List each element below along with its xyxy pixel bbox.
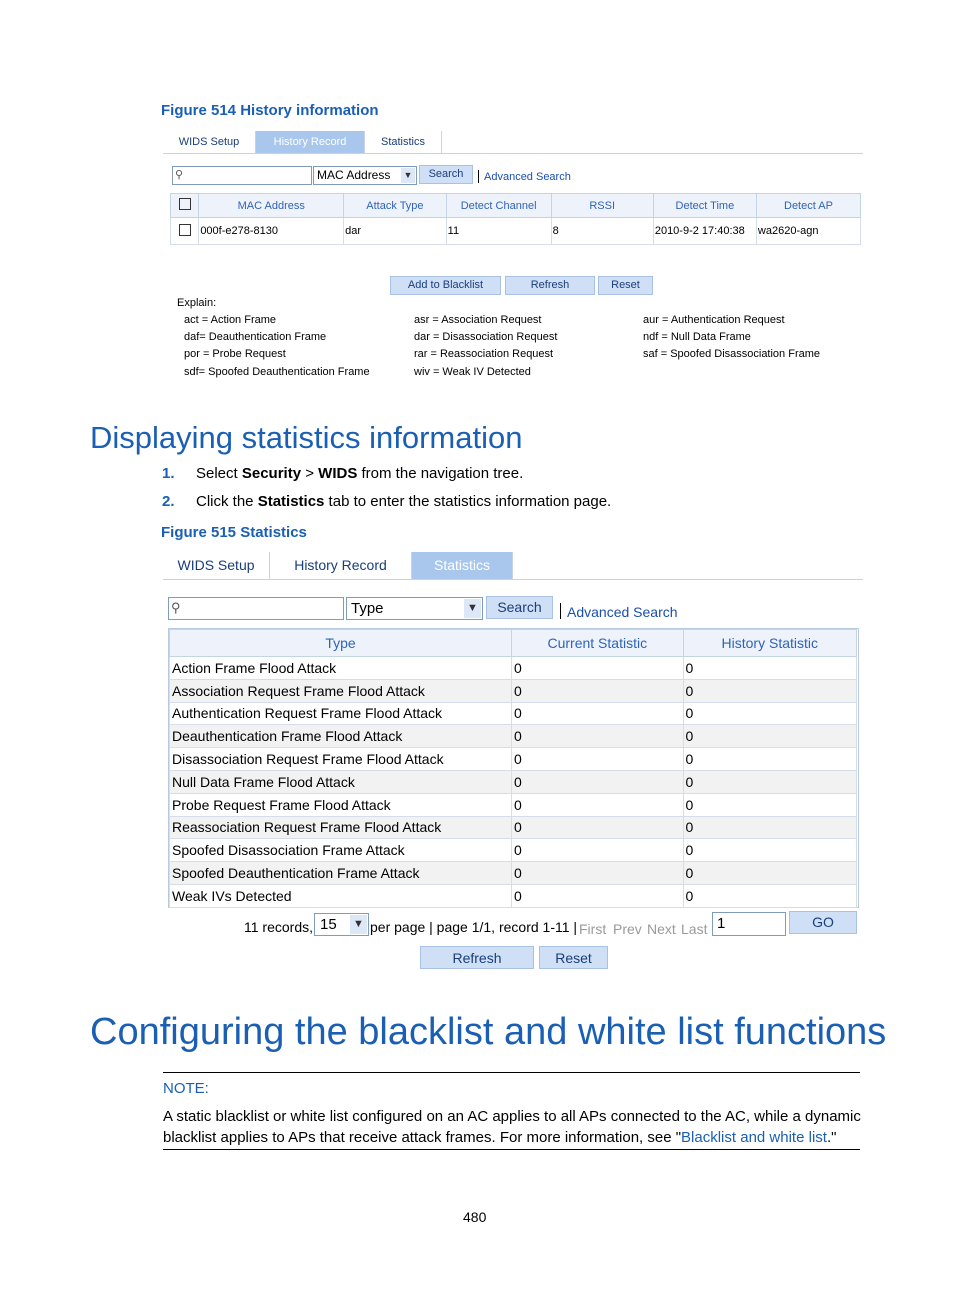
cell-current-statistic: 0	[512, 839, 683, 862]
cell-type: Association Request Frame Flood Attack	[170, 679, 512, 702]
table-row	[170, 862, 857, 885]
col-detect-ap[interactable]: Detect AP	[756, 194, 860, 218]
cell-type: Null Data Frame Flood Attack	[170, 770, 512, 793]
cell-history-statistic: 0	[683, 793, 856, 816]
note-line-2	[163, 1129, 836, 1146]
cell-history-statistic: 0	[683, 702, 856, 725]
fig515-reset-button[interactable]: Reset	[539, 946, 608, 969]
cell-type: Reassociation Request Frame Flood Attack	[170, 816, 512, 839]
table-row	[170, 748, 857, 771]
fig515-search-input[interactable]	[168, 597, 344, 620]
fig515-table-body	[170, 657, 857, 908]
blacklist-white-list-link[interactable]: Blacklist and white list	[681, 1129, 827, 1146]
cell-history-statistic: 0	[683, 748, 856, 771]
step-bold: Security	[241, 465, 302, 482]
explain-item: wiv = Weak IV Detected	[414, 366, 531, 378]
step-number: 1.	[162, 465, 175, 482]
cell-channel: 11	[446, 218, 551, 245]
fig514-search-input[interactable]	[172, 166, 312, 185]
step-bold: WIDS	[318, 465, 358, 482]
fig514-tab-history-record[interactable]: History Record	[256, 131, 365, 153]
cell-history-statistic: 0	[683, 839, 856, 862]
add-to-blacklist-button[interactable]: Add to Blacklist	[390, 276, 501, 295]
fig515-tab-history-record[interactable]: History Record	[270, 552, 412, 579]
cell-history-statistic: 0	[683, 884, 856, 907]
note-bottom-rule	[163, 1149, 860, 1150]
col-mac-address[interactable]: MAC Address	[199, 194, 344, 218]
note-label: NOTE:	[163, 1080, 209, 1097]
explain-item: dar = Disassociation Request	[414, 331, 558, 343]
divider	[560, 603, 561, 619]
explain-item: saf = Spoofed Disassociation Frame	[643, 348, 821, 360]
cell-rssi: 8	[551, 218, 653, 245]
col-history-statistic[interactable]: History Statistic	[683, 630, 856, 657]
cell-current-statistic: 0	[512, 679, 683, 702]
row-checkbox-cell	[171, 218, 199, 245]
page-info: per page | page 1/1, record 1-11 |	[370, 919, 578, 935]
fig514-tab-bar	[163, 131, 863, 154]
select-all-checkbox[interactable]	[179, 198, 191, 210]
select-all-checkbox-cell	[171, 194, 199, 218]
cell-current-statistic: 0	[512, 702, 683, 725]
step-2	[162, 493, 611, 510]
cell-type: Probe Request Frame Flood Attack	[170, 793, 512, 816]
step-number: 2.	[162, 493, 175, 510]
fig515-type-select[interactable]	[346, 597, 483, 620]
step-text: tab to enter the statistics information page.	[324, 493, 612, 510]
cell-current-statistic: 0	[512, 816, 683, 839]
fig515-statistics-table	[169, 629, 857, 908]
note-top-rule	[163, 1072, 860, 1073]
cell-current-statistic: 0	[512, 748, 683, 771]
fig515-tab-bar	[163, 552, 863, 580]
cell-mac: 000f-e278-8130	[199, 218, 344, 245]
explain-item: por = Probe Request	[184, 348, 286, 360]
explain-item: act = Action Frame	[184, 314, 277, 326]
chevron-down-icon[interactable]: ▼	[350, 915, 367, 934]
section-heading-blacklist: Configuring the blacklist and white list functions	[90, 1011, 887, 1053]
note-line-1: A static blacklist or white list configured on an AC applies to all APs connected to the AC, while a dynamic	[163, 1108, 861, 1125]
table-row	[170, 679, 857, 702]
chevron-down-icon[interactable]: ▼	[464, 599, 481, 618]
pager-first-link[interactable]: First	[579, 921, 607, 937]
cell-history-statistic: 0	[683, 679, 856, 702]
pager-last-link[interactable]: Last	[681, 921, 708, 937]
col-rssi[interactable]: RSSI	[551, 194, 653, 218]
note-text: blacklist applies to APs that receive attack frames. For more information, see "	[163, 1129, 682, 1146]
cell-detect-ap: wa2620-agn	[756, 218, 860, 245]
cell-type: Weak IVs Detected	[170, 884, 512, 907]
per-page-value: 15	[320, 916, 337, 933]
table-row	[170, 702, 857, 725]
chevron-down-icon[interactable]: ▼	[401, 168, 415, 183]
fig515-refresh-button[interactable]: Refresh	[420, 946, 534, 969]
fig514-refresh-button[interactable]: Refresh	[505, 276, 595, 295]
cell-type: Spoofed Disassociation Frame Attack	[170, 839, 512, 862]
cell-type: Authentication Request Frame Flood Attack	[170, 702, 512, 725]
cell-type: Spoofed Deauthentication Frame Attack	[170, 862, 512, 885]
step-text: from the navigation tree.	[357, 465, 524, 482]
explain-item: daf= Deauthentication Frame	[184, 331, 327, 343]
cell-type: Deauthentication Frame Flood Attack	[170, 725, 512, 748]
cell-history-statistic: 0	[683, 657, 856, 680]
step-text: >	[301, 465, 319, 482]
fig515-advanced-search-link[interactable]: Advanced Search	[567, 604, 678, 620]
fig515-search-button[interactable]: Search	[486, 596, 553, 619]
go-button[interactable]: GO	[789, 911, 857, 934]
cell-current-statistic: 0	[512, 770, 683, 793]
fig514-reset-button[interactable]: Reset	[598, 276, 653, 295]
table-row	[170, 884, 857, 907]
fig514-tab-statistics[interactable]: Statistics	[365, 131, 442, 153]
table-header-row	[171, 194, 861, 218]
figure-514-caption: Figure 514 History information	[161, 102, 379, 119]
fig514-tab-wids-setup[interactable]: WIDS Setup	[163, 131, 256, 153]
explain-title: Explain:	[177, 297, 217, 309]
figure-515-caption: Figure 515 Statistics	[161, 524, 307, 541]
step-text: Select	[196, 465, 242, 482]
page-number: 480	[463, 1209, 487, 1225]
col-attack-type[interactable]: Attack Type	[344, 194, 447, 218]
table-row	[170, 657, 857, 680]
fig514-history-table	[170, 193, 861, 245]
col-detect-time[interactable]: Detect Time	[653, 194, 756, 218]
search-icon: ⚲	[175, 169, 184, 181]
col-type[interactable]: Type	[170, 630, 512, 657]
cell-history-statistic: 0	[683, 725, 856, 748]
cell-attack-type: dar	[344, 218, 447, 245]
cell-current-statistic: 0	[512, 862, 683, 885]
cell-current-statistic: 0	[512, 793, 683, 816]
explain-item: asr = Association Request	[414, 314, 542, 326]
cell-current-statistic: 0	[512, 725, 683, 748]
note-text: ."	[826, 1129, 837, 1146]
step-text: Click the	[196, 493, 258, 510]
col-detect-channel[interactable]: Detect Channel	[446, 194, 551, 218]
table-row	[170, 725, 857, 748]
fig514-search-button[interactable]: Search	[419, 165, 473, 184]
search-icon: ⚲	[171, 600, 181, 615]
cell-history-statistic: 0	[683, 770, 856, 793]
section-heading-statistics: Displaying statistics information	[90, 420, 523, 455]
col-current-statistic[interactable]: Current Statistic	[512, 630, 683, 657]
explain-item: rar = Reassociation Request	[414, 348, 554, 360]
table-row	[170, 793, 857, 816]
table-row	[170, 816, 857, 839]
explain-item: sdf= Spoofed Deauthentication Frame	[184, 366, 370, 378]
fig515-tab-statistics[interactable]: Statistics	[412, 552, 513, 579]
fig514-advanced-search-link[interactable]: Advanced Search	[484, 171, 571, 183]
cell-type: Disassociation Request Frame Flood Attack	[170, 748, 512, 771]
explain-item: aur = Authentication Request	[643, 314, 785, 326]
explain-item: ndf = Null Data Frame	[643, 331, 751, 343]
row-checkbox[interactable]	[179, 224, 191, 236]
cell-history-statistic: 0	[683, 862, 856, 885]
table-row	[171, 218, 861, 245]
table-row	[170, 770, 857, 793]
table-header-row	[170, 630, 857, 657]
fig514-field-select[interactable]	[313, 166, 417, 185]
step-1	[162, 465, 523, 482]
records-count: 11 records,	[244, 919, 313, 935]
pager-prev-link[interactable]: Prev	[613, 921, 642, 937]
step-bold: Statistics	[257, 493, 325, 510]
pager-next-link[interactable]: Next	[647, 921, 676, 937]
cell-detect-time: 2010-9-2 17:40:38	[653, 218, 756, 245]
table-row	[170, 839, 857, 862]
cell-current-statistic: 0	[512, 657, 683, 680]
page-number-input[interactable]: 1	[712, 912, 786, 936]
cell-current-statistic: 0	[512, 884, 683, 907]
fig515-tab-wids-setup[interactable]: WIDS Setup	[163, 552, 270, 579]
fig514-select-value: MAC Address	[317, 168, 391, 182]
cell-type: Action Frame Flood Attack	[170, 657, 512, 680]
fig515-select-value: Type	[351, 600, 384, 617]
per-page-select[interactable]	[314, 913, 369, 936]
divider	[478, 170, 479, 183]
cell-history-statistic: 0	[683, 816, 856, 839]
